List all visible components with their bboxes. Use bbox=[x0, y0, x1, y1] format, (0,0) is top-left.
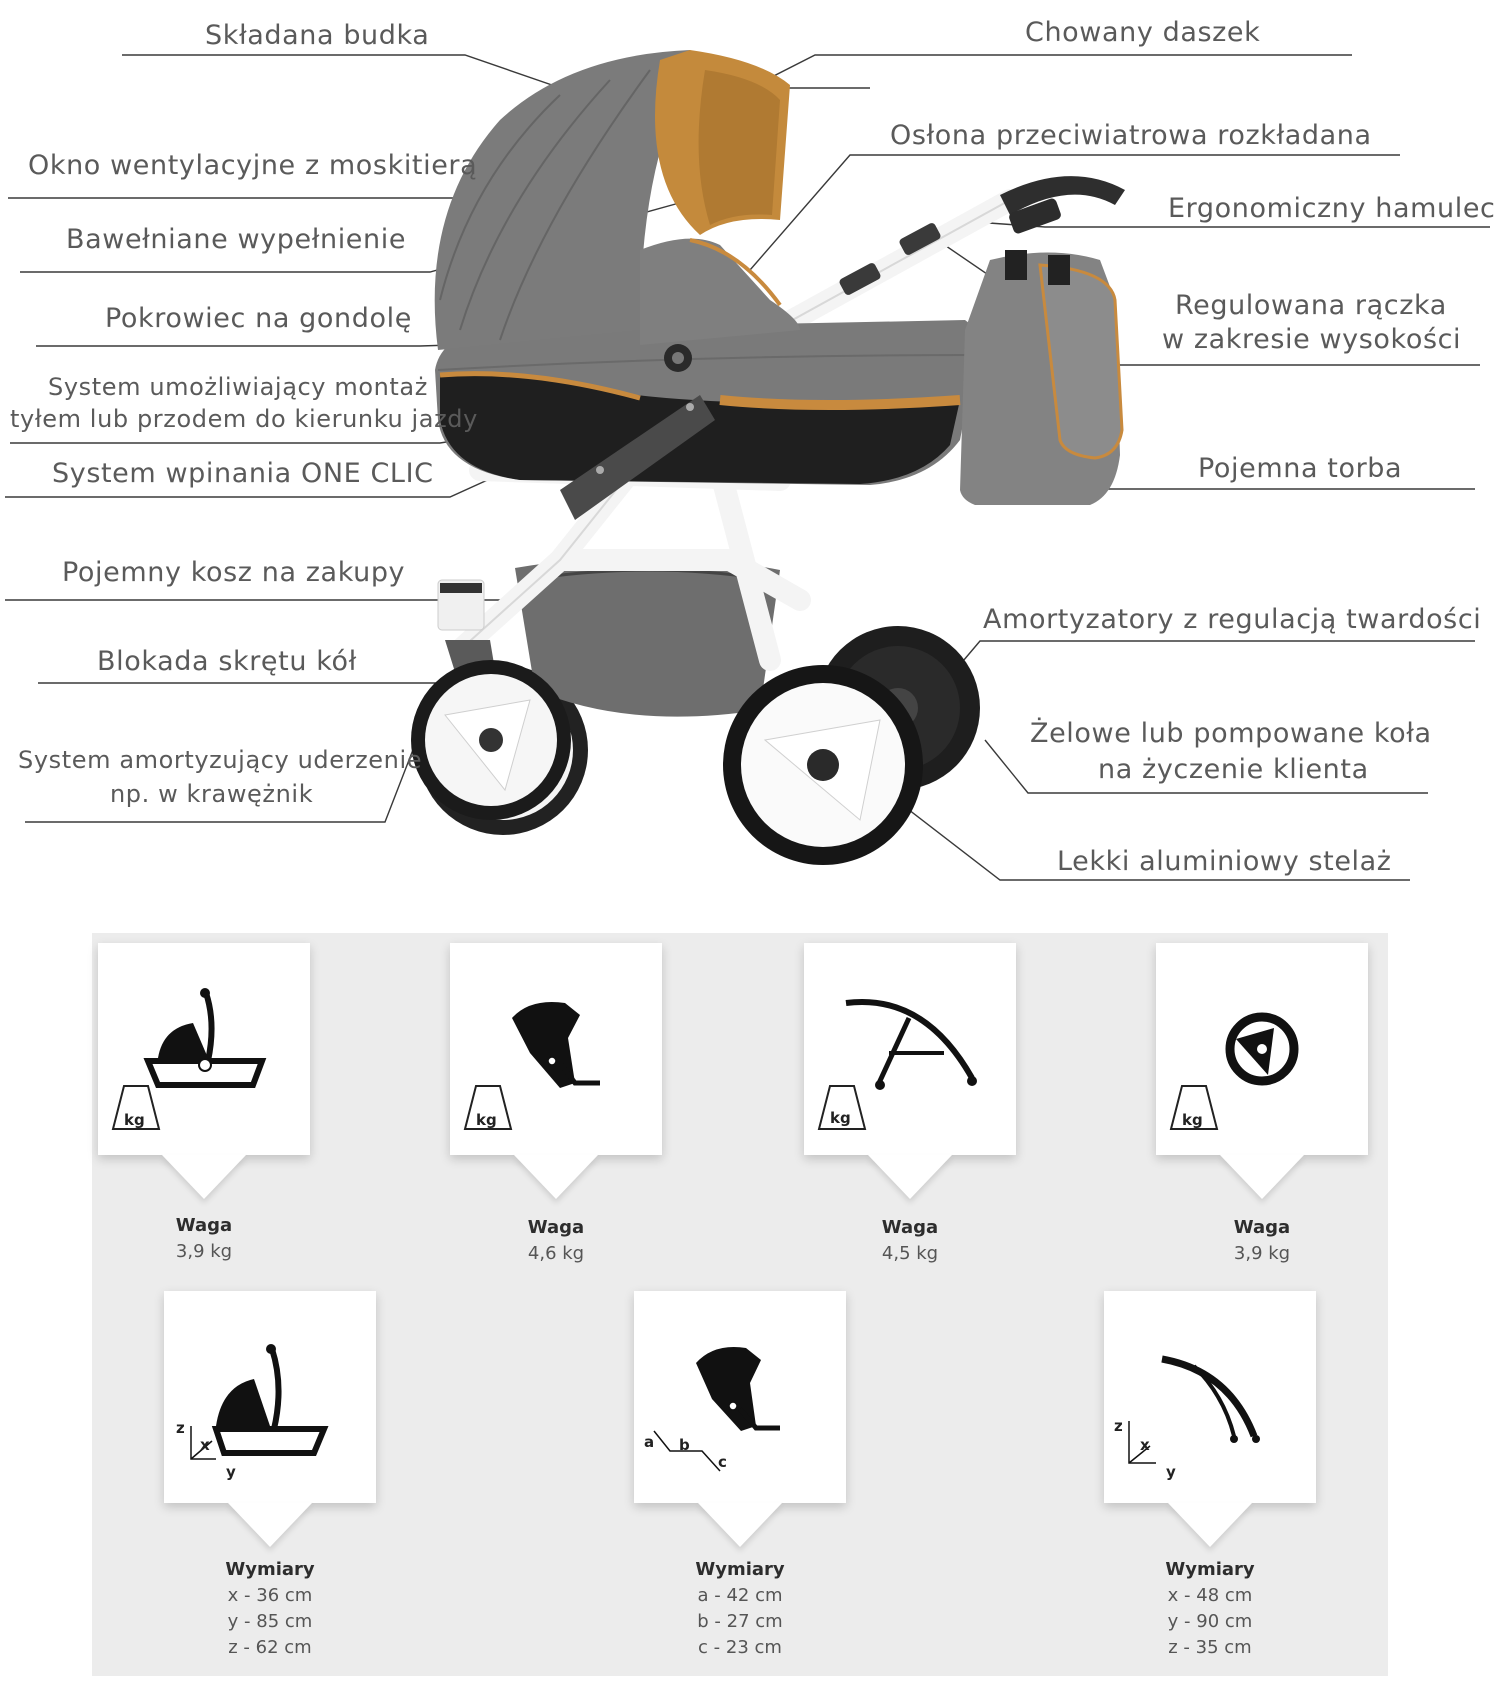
dimension-value: c - 23 cm bbox=[698, 1637, 782, 1658]
weight-value: 4,6 kg bbox=[527, 1243, 585, 1264]
axis-label: y bbox=[226, 1463, 236, 1481]
callout-ventilation-window: Okno wentylacyjne z moskitierą bbox=[28, 150, 478, 181]
callout-hidden-visor: Chowany daszek bbox=[1025, 17, 1261, 48]
callout-wheels-line1: Żelowe lub pompowane koła bbox=[1030, 718, 1432, 749]
weight-title: Waga bbox=[1233, 1217, 1291, 1238]
specifications-panel bbox=[92, 933, 1388, 1676]
weight-spec-seat bbox=[446, 1215, 666, 1267]
dimension-value: y - 90 cm bbox=[1167, 1611, 1253, 1632]
dimension-title: Wymiary bbox=[695, 1559, 785, 1580]
dimension-card-folded-frame bbox=[1104, 1291, 1316, 1503]
front-right-wheel bbox=[723, 665, 923, 865]
weight-card-seat bbox=[450, 943, 662, 1155]
axis-label: z bbox=[1114, 1417, 1123, 1435]
callout-folding-hood: Składana budka bbox=[205, 20, 430, 51]
callout-mount-system-line1: System umożliwiający montaż bbox=[48, 373, 428, 401]
callout-bag: Pojemna torba bbox=[1198, 453, 1403, 484]
callout-shock-system-line2: np. w krawężnik bbox=[110, 780, 314, 808]
callout-cotton-padding: Bawełniane wypełnienie bbox=[66, 224, 407, 255]
weight-title: Waga bbox=[527, 1217, 585, 1238]
weight-card-seat-pointer bbox=[514, 1155, 598, 1199]
axis-label: y bbox=[1166, 1463, 1176, 1481]
weight-value: 3,9 kg bbox=[175, 1241, 233, 1262]
dimension-card-carrycot-pointer bbox=[228, 1503, 312, 1547]
weight-badge-label: kg bbox=[830, 1109, 851, 1127]
carrycot-dimensions-icon bbox=[164, 1291, 376, 1503]
dimension-card-seat bbox=[634, 1291, 846, 1503]
callout-ergonomic-brake: Ergonomiczny hamulec bbox=[1168, 193, 1496, 224]
dimension-value: y - 85 cm bbox=[227, 1611, 313, 1632]
weight-badge-label: kg bbox=[1182, 1111, 1203, 1129]
dimension-value: x - 48 cm bbox=[1167, 1585, 1253, 1606]
weight-spec-wheel bbox=[1152, 1215, 1372, 1267]
seat-dimensions-icon bbox=[634, 1291, 846, 1503]
weight-card-carrycot-pointer bbox=[162, 1155, 246, 1199]
callout-carrycot-cover: Pokrowiec na gondolę bbox=[105, 303, 412, 334]
dimension-card-folded-frame-pointer bbox=[1168, 1503, 1252, 1547]
axis-label: a bbox=[644, 1433, 655, 1451]
weight-spec-carrycot bbox=[94, 1213, 314, 1265]
axis-label: x bbox=[1140, 1436, 1150, 1454]
dimension-value: a - 42 cm bbox=[697, 1585, 783, 1606]
callout-one-clic: System wpinania ONE CLIC bbox=[52, 458, 434, 489]
weight-card-frame bbox=[804, 943, 1016, 1155]
callout-wind-cover: Osłona przeciwiatrowa rozkładana bbox=[890, 120, 1372, 151]
callout-shock-absorbers: Amortyzatory z regulacją twardości bbox=[983, 604, 1482, 635]
dimension-value: z - 62 cm bbox=[228, 1637, 312, 1658]
weight-badge-label: kg bbox=[124, 1111, 145, 1129]
callout-wheel-lock: Blokada skrętu kół bbox=[97, 646, 357, 677]
callout-shopping-basket: Pojemny kosz na zakupy bbox=[62, 557, 406, 588]
weight-card-frame-pointer bbox=[868, 1155, 952, 1199]
weight-card-wheel bbox=[1156, 943, 1368, 1155]
dimension-value: z - 35 cm bbox=[1168, 1637, 1252, 1658]
callout-handle-line1: Regulowana rączka bbox=[1175, 290, 1447, 321]
dimension-card-seat-pointer bbox=[698, 1503, 782, 1547]
weight-value: 4,5 kg bbox=[881, 1243, 939, 1264]
weight-badge-label: kg bbox=[476, 1111, 497, 1129]
callout-frame: Lekki aluminiowy stelaż bbox=[1057, 846, 1392, 877]
callout-mount-system-line2: tyłem lub przodem do kierunku jazdy bbox=[10, 405, 478, 433]
axis-label: c bbox=[718, 1453, 727, 1471]
dimension-title: Wymiary bbox=[225, 1559, 315, 1580]
axis-label: b bbox=[679, 1436, 690, 1454]
callout-handle-line2: w zakresie wysokości bbox=[1162, 324, 1462, 355]
axis-label: x bbox=[200, 1436, 210, 1454]
stroller bbox=[411, 50, 1125, 865]
dimension-card-carrycot bbox=[164, 1291, 376, 1503]
weight-spec-frame bbox=[800, 1215, 1020, 1267]
dimension-value: b - 27 cm bbox=[697, 1611, 783, 1632]
weight-title: Waga bbox=[881, 1217, 939, 1238]
weight-title: Waga bbox=[175, 1215, 233, 1236]
weight-value: 3,9 kg bbox=[1233, 1243, 1291, 1264]
dimension-spec-folded-frame bbox=[1100, 1557, 1320, 1661]
dimension-spec-carrycot bbox=[160, 1557, 380, 1661]
dimension-value: x - 36 cm bbox=[227, 1585, 313, 1606]
dimension-title: Wymiary bbox=[1165, 1559, 1255, 1580]
folded-frame-dimensions-icon bbox=[1104, 1291, 1316, 1503]
axis-label: z bbox=[176, 1419, 185, 1437]
dimension-spec-seat bbox=[630, 1557, 850, 1661]
weight-card-carrycot bbox=[98, 943, 310, 1155]
callout-wheels-line2: na życzenie klienta bbox=[1098, 754, 1369, 785]
callout-shock-system-line1: System amortyzujący uderzenie bbox=[18, 746, 423, 774]
weight-card-wheel-pointer bbox=[1220, 1155, 1304, 1199]
